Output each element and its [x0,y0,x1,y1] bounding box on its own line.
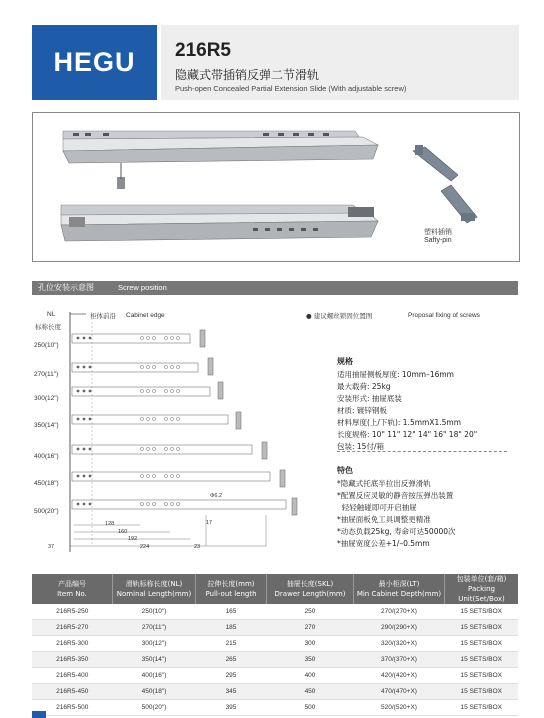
col-header: 抽屉长度(SKL) Drawer Length(mm) [267,574,354,604]
dim-label: 160 [118,529,128,535]
table-cell: 450(18") [113,684,196,700]
dim-label: 192 [128,536,138,542]
table-body [32,604,518,716]
safety-pin-label-en: Safty-pin [424,237,452,244]
table-cell: 216R5-350 [32,652,113,668]
table-cell: 370/(370+X) [354,652,445,668]
table-cell: 216R5-270 [32,620,113,636]
table-cell: 250(10") [113,604,196,620]
features-heading: 特色 [337,466,353,475]
nl-label: NL [47,311,56,318]
section-title-cn: 孔位安装示意图 [38,283,94,292]
table-cell: 300(12") [113,636,196,652]
table-row [32,700,518,716]
table-cell: 15 SETS/BOX [445,636,519,652]
brand-logo: HEGU [53,47,136,77]
dim-label: 23 [194,544,201,550]
feature-line: *配置反应灵敏的静音按压弹出装置 [337,491,454,500]
table-row [32,604,518,620]
dim-label: 17 [206,520,213,526]
slide-upper [63,131,378,189]
footer-mark [32,711,46,718]
divider [337,451,507,452]
table-cell: 216R5-400 [32,668,113,684]
table-cell: 320/(320+X) [354,636,445,652]
table-cell: 500 [267,700,354,716]
table-cell: 270(11") [113,620,196,636]
spec-line: 适用抽屉侧板厚度: 10mm–16mm [337,370,454,379]
spec-line: 长度规格: 10" 11" 12" 14" 16" 18" 20" [337,430,478,439]
spec-line: 材料厚度(上/下轨): 1.5mmX1.5mm [337,418,462,427]
proposal-cn: ● 建议螺丝锁固位置图 [306,312,373,320]
length-label: 450(18") [34,480,59,487]
table-cell: 15 SETS/BOX [445,668,519,684]
table-cell: 15 SETS/BOX [445,684,519,700]
dim-label: Φ6.2 [210,493,223,499]
col-header: 滑轨标称长度(NL) Nominal Length(mm) [113,574,196,604]
diagram-row [72,330,297,515]
feature-line: *抽屉面板免工具调整更精准 [337,515,431,524]
table-cell: 216R5-250 [32,604,113,620]
table-cell: 470/(470+X) [354,684,445,700]
proposal-en: Proposal fixing of screws [408,312,480,319]
length-label: 250(10") [34,342,59,349]
length-label: 270(11") [34,371,59,378]
col-header: 包装单位(套/箱) Packing Unit(Set/Box) [445,574,519,604]
table-cell: 300 [267,636,354,652]
cabinet-edge-en: Cabinet edge [126,312,165,319]
table-cell: 500(20") [113,700,196,716]
brand-logo-box [32,25,157,100]
table-cell: 400 [267,668,354,684]
title-en: Push-open Concealed Partial Extension Slide (With adjustable screw) [175,84,407,93]
safety-pin-label-cn: 塑料插销 [424,228,452,236]
table-cell: 250 [267,604,354,620]
table-cell: 350(14") [113,652,196,668]
spec-line: 材质: 镀锌钢板 [337,406,387,415]
length-label: 500(20") [34,508,59,515]
table-cell: 15 SETS/BOX [445,652,519,668]
table-cell: 165 [196,604,267,620]
spec-line: 包装: 15付/箱 [337,442,384,451]
length-label: 350(14") [34,422,59,429]
dim-label: 128 [105,521,115,527]
table-row [32,652,518,668]
table-cell: 420/(420+X) [354,668,445,684]
table-cell: 265 [196,652,267,668]
slide-lower [61,205,378,241]
table-cell: 450 [267,684,354,700]
table-cell: 345 [196,684,267,700]
table-cell: 15 SETS/BOX [445,700,519,716]
table-cell: 350 [267,652,354,668]
table-cell: 185 [196,620,267,636]
feature-line: *隐藏式托底半拉出反弹滑轨 [337,479,431,488]
screw-position-diagram [30,300,310,555]
col-header: 最小柜深(LT) Min Cabinet Depth(mm) [354,574,445,604]
table-cell: 270 [267,620,354,636]
title-cn: 隐藏式带插销反弹二节滑轨 [175,68,320,82]
nl-label-cn: 标称长度 [35,323,61,331]
table-cell: 290/(290+X) [354,620,445,636]
table-row [32,636,518,652]
dim-label: 224 [140,544,150,550]
spec-line: 安装形式: 抽屉底装 [337,394,402,403]
col-header: 产品编号 Item No. [32,574,113,604]
length-label: 400(16") [34,453,59,460]
table-row [32,684,518,700]
length-label: 300(12") [34,395,59,402]
section-title-en: Screw position [118,282,167,292]
spec-table [32,574,518,716]
table-cell: 270/(270+X) [354,604,445,620]
section-bar [32,281,518,295]
model-number: 216R5 [175,40,231,61]
specs-heading: 规格 [337,357,353,366]
table-cell: 215 [196,636,267,652]
table-cell: 295 [196,668,267,684]
feature-line: 轻轻触碰即可开启抽屉 [337,503,417,512]
table-cell: 395 [196,700,267,716]
table-cell: 520/(520+X) [354,700,445,716]
table-cell: 216R5-300 [32,636,113,652]
feature-line: *抽屉宽度公差+1/–0.5mm [337,539,430,548]
spec-line: 最大载荷: 25kg [337,382,391,391]
dim-label: 37 [48,544,55,550]
table-cell: 216R5-450 [32,684,113,700]
feature-line: *动态负载25kg, 寿命可达50000次 [337,527,456,536]
safety-pin-image [413,145,477,223]
table-row [32,668,518,684]
table-row [32,620,518,636]
table-cell: 15 SETS/BOX [445,620,519,636]
cabinet-edge-cn: 柜体前沿 [90,312,116,320]
table-cell: 15 SETS/BOX [445,604,519,620]
table-header-row [32,574,518,604]
table-cell: 216R5-500 [32,700,113,716]
table-cell: 400(16") [113,668,196,684]
col-header: 拉伸长度(mm) Pull-out length [196,574,267,604]
